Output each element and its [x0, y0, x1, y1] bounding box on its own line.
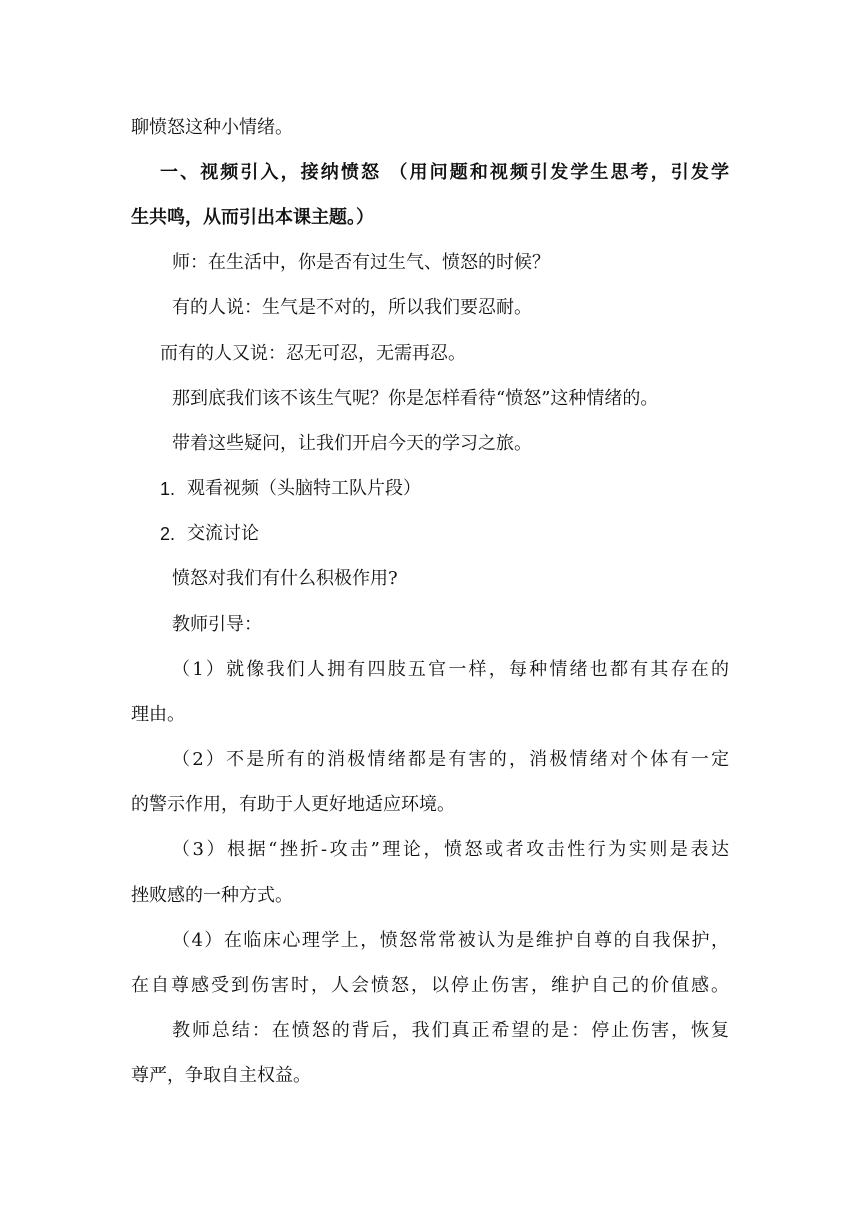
list-item: 观看视频（头脑特工队片段） — [187, 478, 421, 499]
paragraph-line: （1）就像我们人拥有四肢五官一样，每种情绪也都有其存在的 — [172, 659, 729, 680]
section-heading-line: 一、视频引入，接纳愤怒 （用问题和视频引发学生思考，引发学 — [160, 162, 729, 183]
paragraph-line: 尊严，争取自主权益。 — [131, 1065, 311, 1086]
paragraph-line: 挫败感的一种方式。 — [131, 885, 293, 906]
paragraph-line: 聊愤怒这种小情绪。 — [131, 117, 293, 138]
paragraph-line: （2）不是所有的消极情绪都是有害的，消极情绪对个体有一定 — [172, 749, 729, 770]
paragraph-line: （3）根据“挫折-攻击”理论，愤怒或者攻击性行为实则是表达 — [172, 839, 729, 860]
list-item: 交流讨论 — [187, 523, 259, 544]
paragraph-line: 愤怒对我们有什么积极作用? — [172, 568, 398, 589]
paragraph-line: 教师引导： — [172, 614, 262, 635]
paragraph-line: 理由。 — [131, 704, 185, 725]
paragraph-line: 师：在生活中，你是否有过生气、愤怒的时候？ — [172, 252, 550, 273]
paragraph-line: 在自尊感受到伤害时，人会愤怒，以停止伤害，维护自己的价值感。 — [131, 975, 729, 996]
paragraph-line: 带着这些疑问，让我们开启今天的学习之旅。 — [172, 433, 532, 454]
paragraph-line: 那到底我们该不该生气呢？你是怎样看待“愤怒”这种情绪的。 — [172, 388, 659, 409]
paragraph-line: （4）在临床心理学上，愤怒常常被认为是维护自尊的自我保护， — [172, 930, 729, 951]
paragraph-line: 的警示作用，有助于人更好地适应环境。 — [131, 794, 455, 815]
paragraph-line: 有的人说：生气是不对的，所以我们要忍耐。 — [172, 297, 532, 318]
section-heading-line: 生共鸣，从而引出本课主题。） — [131, 207, 374, 228]
paragraph-line: 而有的人又说：忍无可忍，无需再忍。 — [160, 343, 466, 364]
list-number: 1. — [160, 479, 176, 499]
paragraph-line: 教师总结：在愤怒的背后，我们真正希望的是：停止伤害，恢复 — [172, 1020, 729, 1041]
list-number: 2. — [160, 524, 176, 544]
